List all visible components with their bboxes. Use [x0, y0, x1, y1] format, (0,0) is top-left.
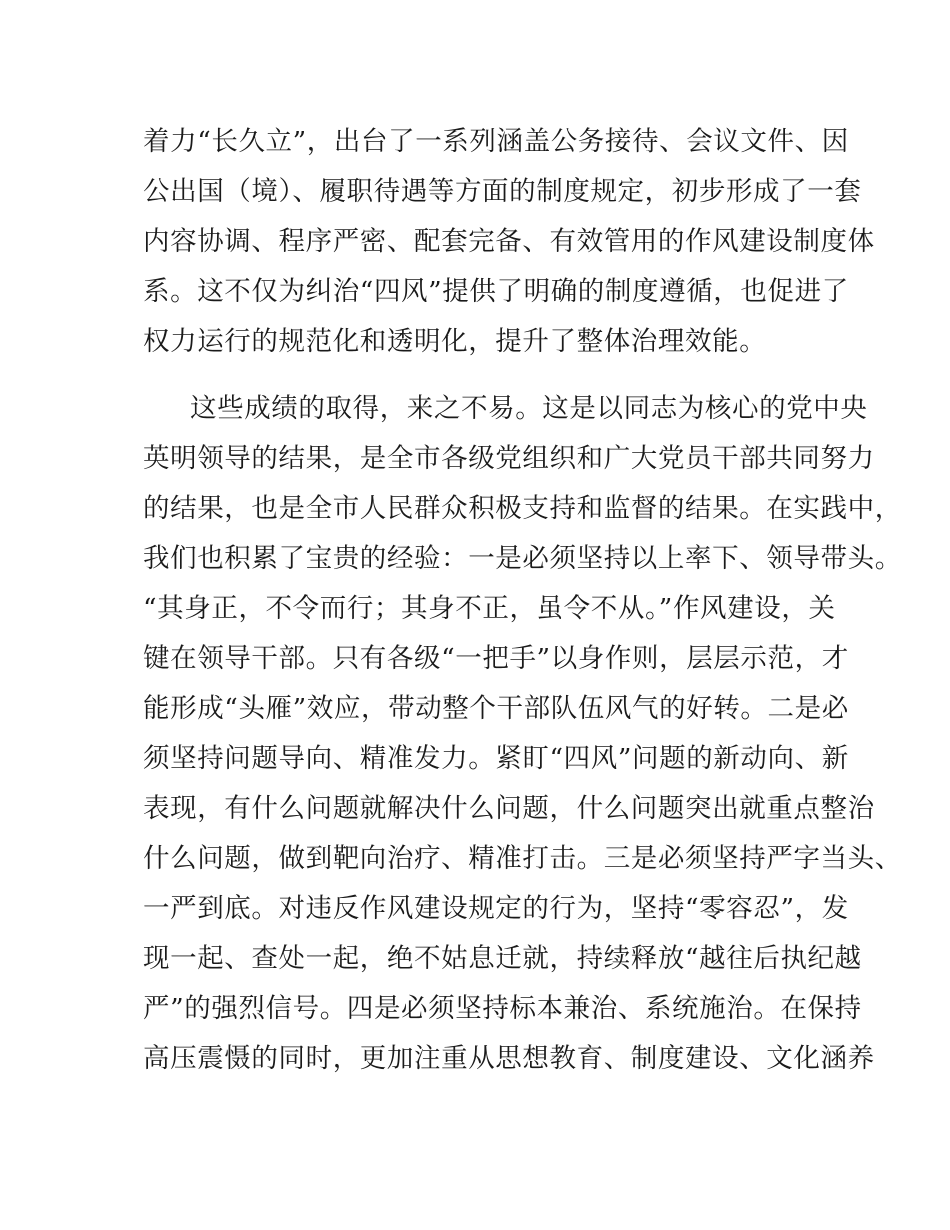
text-line: 什么问题，做到靶向治疗、精准打击。三是必须坚持严字当头、 — [143, 843, 902, 874]
text-line: 这些成绩的取得，来之不易。这是以同志为核心的党中央 — [190, 393, 868, 424]
text-line: 英明领导的结果，是全市各级党组织和广大党员干部共同努力 — [143, 443, 875, 474]
text-line: 键在领导干部。只有各级“一把手”以身作则，层层示范，才 — [143, 643, 849, 674]
text-line: 表现，有什么问题就解决什么问题，什么问题突出就重点整治 — [143, 793, 875, 824]
text-line: 权力运行的规范化和透明化，提升了整体治理效能。 — [143, 326, 767, 357]
text-line: 高压震慑的同时，更加注重从思想教育、制度建设、文化涵养 — [143, 1043, 875, 1074]
text-line: 一严到底。对违反作风建设规定的行为，坚持“零容忍”，发 — [143, 893, 849, 924]
text-line: 的结果，也是全市人民群众积极支持和监督的结果。在实践中， — [143, 493, 902, 524]
text-line: 现一起、查处一起，绝不姑息迁就，持续释放“越往后执纪越 — [143, 943, 862, 974]
text-line: 公出国（境）、履职待遇等方面的制度规定，初步形成了一套 — [143, 176, 862, 207]
text-line: 能形成“头雁”效应，带动整个干部队伍风气的好转。二是必 — [143, 693, 849, 724]
text-line: 严”的强烈信号。四是必须坚持标本兼治、系统施治。在保持 — [143, 993, 862, 1024]
text-line: 须坚持问题导向、精准发力。紧盯“四风”问题的新动向、新 — [143, 743, 849, 774]
text-line: 系。这不仅为纠治“四风”提供了明确的制度遵循，也促进了 — [143, 276, 849, 307]
text-line: 我们也积累了宝贵的经验：一是必须坚持以上率下、领导带头。 — [143, 543, 902, 574]
text-line: 内容协调、程序严密、配套完备、有效管用的作风建设制度体 — [143, 226, 875, 257]
text-line: 着力“长久立”，出台了一系列涵盖公务接待、会议文件、因 — [143, 126, 849, 157]
text-line: “其身正，不令而行；其身不正，虽令不从。”作风建设，关 — [143, 593, 836, 624]
